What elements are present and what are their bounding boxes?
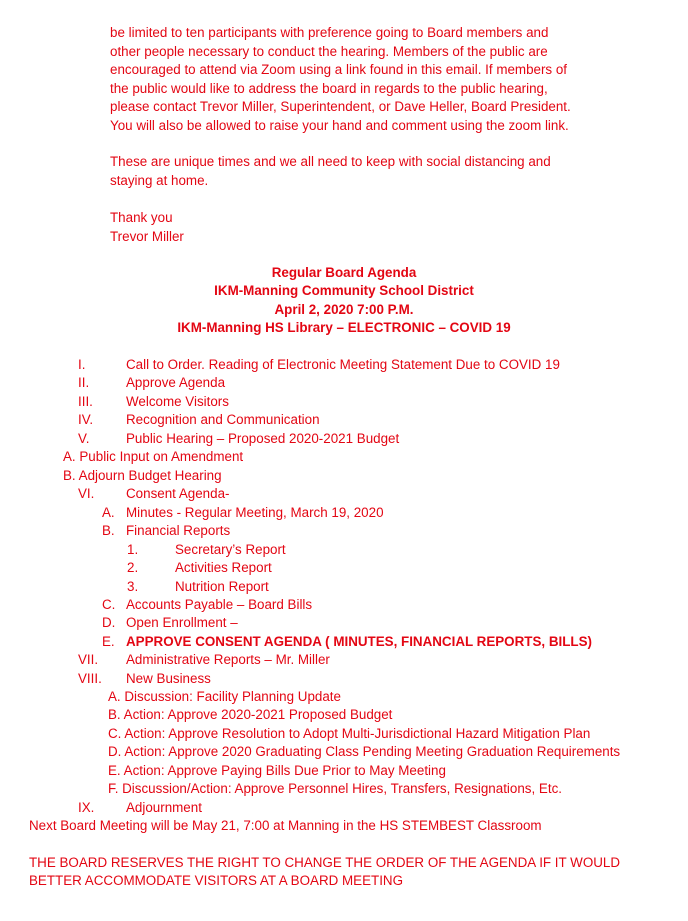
agenda-title: Regular Board Agenda bbox=[271, 265, 417, 280]
closing-block bbox=[110, 209, 184, 246]
agenda-subitem-graduating-class: D. Action: Approve 2020 Graduating Class Pending Meeting Graduation Requirements bbox=[108, 744, 621, 759]
agenda-subitem-financial-reports: Financial Reports bbox=[126, 523, 231, 538]
agenda-subitem-letter: E. bbox=[102, 634, 115, 649]
intro-line: the public would like to address the board in regards to the public hearing, bbox=[110, 80, 548, 96]
district-name: IKM-Manning Community School District bbox=[214, 283, 474, 298]
agenda-item-number: II. bbox=[78, 375, 90, 390]
agenda-item-number: VI. bbox=[78, 486, 95, 501]
agenda-subitem-approve-budget: B. Action: Approve 2020-2021 Proposed Budget bbox=[108, 707, 393, 722]
board-notice-line: THE BOARD RESERVES THE RIGHT TO CHANGE THE ORDER OF THE AGENDA IF IT WOULD bbox=[29, 855, 621, 870]
agenda-subsubitem-secretary-report: Secretary’s Report bbox=[175, 542, 286, 557]
agenda-subitem-letter: C. bbox=[102, 597, 116, 612]
agenda-item-number: VII. bbox=[78, 652, 99, 667]
intro-line: These are unique times and we all need to keep with social distancing and bbox=[110, 154, 551, 169]
intro-paragraph bbox=[110, 24, 571, 136]
agenda-subitem-letter: B. bbox=[102, 523, 115, 538]
agenda-subitem-approve-consent: APPROVE CONSENT AGENDA ( MINUTES, FINANCIAL REPORTS, BILLS) bbox=[126, 634, 592, 649]
agenda-item-number: IV. bbox=[78, 412, 94, 427]
agenda-item-number: VIII. bbox=[78, 671, 102, 686]
agenda-item-recognition: Recognition and Communication bbox=[126, 412, 320, 427]
meeting-location: IKM-Manning HS Library – ELECTRONIC – COVID 19 bbox=[177, 320, 511, 335]
agenda-subitem-letter: A. bbox=[102, 505, 115, 520]
agenda-subitem-facility-planning: A. Discussion: Facility Planning Update bbox=[108, 689, 341, 704]
closing-text: Thank you bbox=[110, 210, 173, 225]
agenda-subitem-minutes: Minutes - Regular Meeting, March 19, 2020 bbox=[126, 505, 384, 520]
agenda-item-approve-agenda: Approve Agenda bbox=[126, 375, 226, 390]
intro-line: encouraged to attend via Zoom using a link found in this email. If members of bbox=[110, 62, 568, 78]
meeting-date-time: April 2, 2020 7:00 P.M. bbox=[274, 302, 414, 317]
agenda-item-number: III. bbox=[78, 394, 93, 409]
next-meeting-note: Next Board Meeting will be May 21, 7:00 at Manning in the HS STEMBEST Classroom bbox=[29, 818, 542, 833]
agenda-subitem-letter: D. bbox=[102, 615, 116, 630]
agenda-subitem-public-input: A. Public Input on Amendment bbox=[63, 449, 244, 464]
agenda-subsubitem-number: 1. bbox=[127, 542, 139, 557]
intro-line: please contact Trevor Miller, Superintendent, or Dave Heller, Board President. bbox=[110, 99, 571, 115]
agenda-item-call-to-order: Call to Order. Reading of Electronic Meeting Statement Due to COVID 19 bbox=[126, 357, 560, 372]
intro-line: staying at home. bbox=[110, 172, 209, 188]
agenda-subsubitem-activities-report: Activities Report bbox=[175, 560, 272, 575]
agenda-subitem-personnel: F. Discussion/Action: Approve Personnel Hires, Transfers, Resignations, Etc. bbox=[108, 781, 562, 796]
agenda-item-number: V. bbox=[78, 431, 90, 446]
agenda-subitem-open-enrollment: Open Enrollment – bbox=[126, 615, 238, 630]
intro-line: other people necessary to conduct the hearing. Members of the public are bbox=[110, 43, 548, 59]
intro-line: be limited to ten participants with preference going to Board members and bbox=[110, 25, 549, 40]
agenda-item-welcome-visitors: Welcome Visitors bbox=[126, 394, 229, 409]
agenda-subsubitem-number: 2. bbox=[127, 560, 139, 575]
agenda-subsubitem-number: 3. bbox=[127, 579, 139, 594]
agenda-subitem-accounts-payable: Accounts Payable – Board Bills bbox=[126, 597, 313, 612]
agenda-item-public-hearing: Public Hearing – Proposed 2020-2021 Budget bbox=[126, 431, 400, 446]
signature-name: Trevor Miller bbox=[110, 228, 184, 244]
agenda-item-number: I. bbox=[78, 357, 86, 372]
agenda-item-admin-reports: Administrative Reports – Mr. Miller bbox=[126, 652, 330, 667]
intro-line: You will also be allowed to raise your hand and comment using the zoom link. bbox=[110, 117, 569, 133]
agenda-item-consent-agenda: Consent Agenda- bbox=[126, 486, 230, 501]
agenda-item-adjournment: Adjournment bbox=[126, 800, 202, 815]
agenda-subitem-adjourn-hearing: B. Adjourn Budget Hearing bbox=[63, 468, 222, 483]
board-notice-line: BETTER ACCOMMODATE VISITORS AT A BOARD MEETING bbox=[29, 873, 404, 888]
agenda-item-number: IX. bbox=[78, 800, 95, 815]
agenda-subitem-hazard-mitigation: C. Action: Approve Resolution to Adopt Multi-Jurisdictional Hazard Mitigation Plan bbox=[108, 726, 591, 741]
agenda-subsubitem-nutrition-report: Nutrition Report bbox=[175, 579, 269, 594]
intro-paragraph-2 bbox=[110, 153, 551, 190]
agenda-item-new-business: New Business bbox=[126, 671, 211, 686]
agenda-subitem-paying-bills: E. Action: Approve Paying Bills Due Prior to May Meeting bbox=[108, 763, 446, 778]
